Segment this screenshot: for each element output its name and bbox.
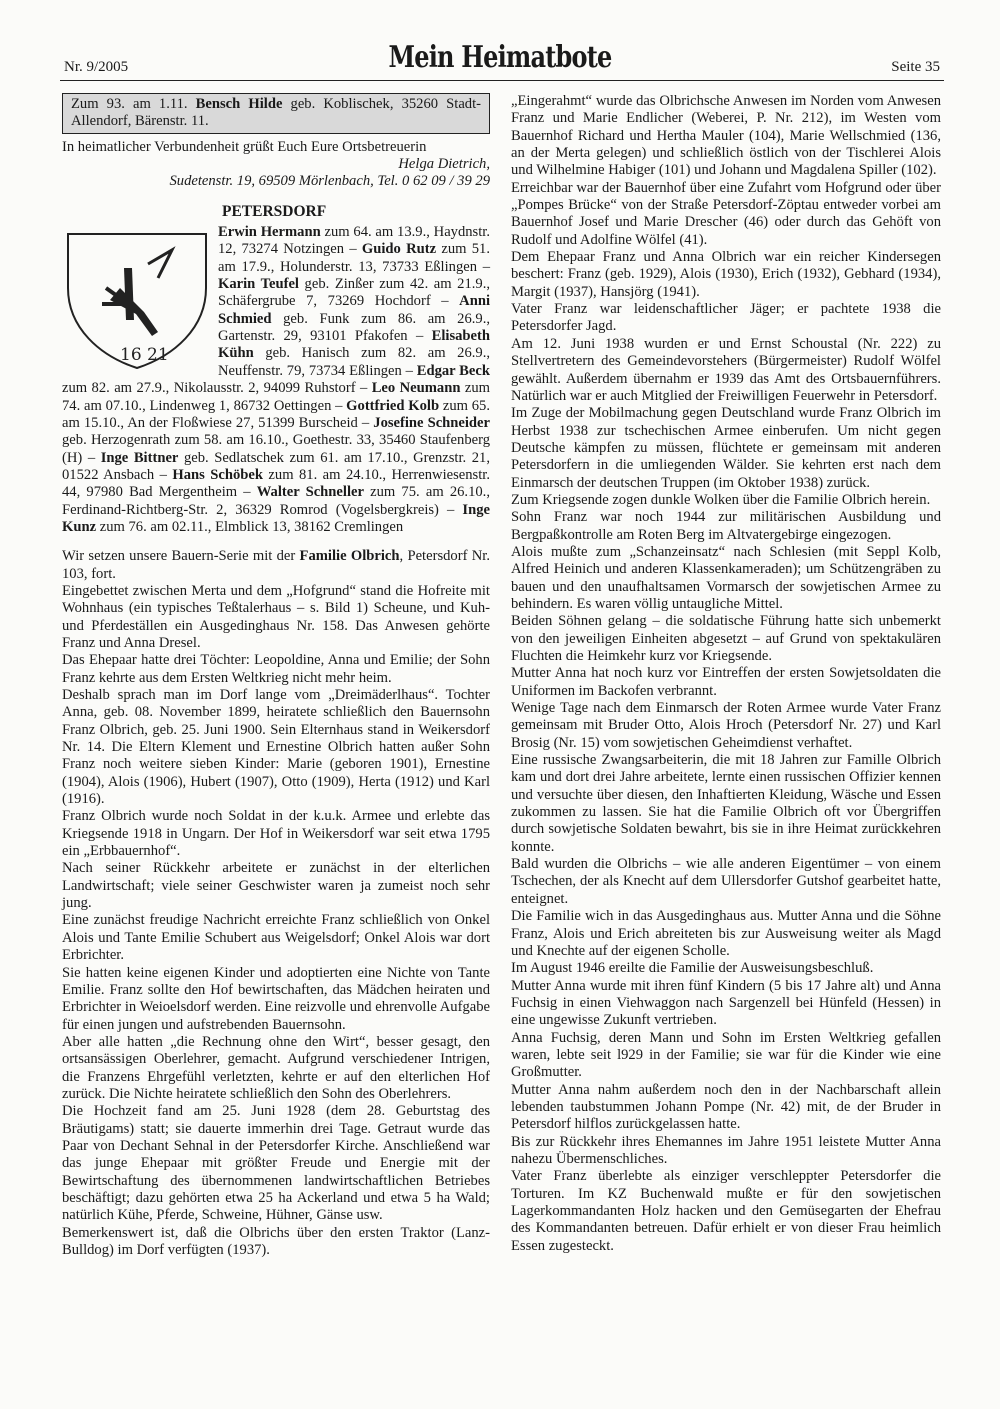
article-paragraph: Bemerkenswert ist, daß die Olbrichs über den ersten Traktor (Lanz-Bulldog) im Dorf verfügten (1937). bbox=[62, 1224, 490, 1258]
petersdorf-crest bbox=[62, 228, 212, 374]
issue-number: Nr. 9/2005 bbox=[64, 59, 129, 75]
masthead-title: Mein Heimatbote bbox=[388, 40, 612, 75]
article-paragraph: Dem Ehepaar Franz und Anna Olbrich war ein reicher Kindersegen beschert: Franz (geb. 1929), Alois (1930), Erich (1932), Gebhard (1934), Margit (1937), Hansjörg (1941). bbox=[511, 249, 941, 300]
birthday-details: geb. Hanisch zum 82. am 26.9., Neuffenstr. 79, 73734 Eßlingen – bbox=[218, 345, 490, 379]
article-paragraph: Mutter Anna nahm außerdem noch den in der Nachbarschaft allein lebenden taubstummen Johann Pompe (Nr. 42) mit, de der Bruder in Petersdorf hilflos zurückgelassen hatte. bbox=[511, 1081, 941, 1133]
article-paragraph: Alois mußte zum „Schanzeinsatz“ nach Schlesien (mit Seppl Kolb, Alfred Heinich und anderen Klassenkameraden); um Schützengräben zu bauen und den unaufhaltsamen Vormarsch der sowjetischen Armee zu behindern. Es waren völlig untaugliche Mittel. bbox=[511, 543, 941, 612]
article-paragraph: Erreichbar war der Bauernhof über eine Zufahrt vom Hofgrund oder über „Pompes Brücke“ von der Straße Petersdorf-Zöptau entweder vorbei am Bauernhof Josef und Marie Drescher (46) oder durch das Gehöft von Rudolf und Adolfine Wölfel (41). bbox=[511, 179, 941, 248]
birthday-details: geb. Funk zum 86. am 26.9., Gartenstr. 29, 93101 Pfakofen – bbox=[218, 310, 490, 345]
birthday-details: zum 64. am 13.9., Haydnstr. 12, 73274 Notzingen – bbox=[218, 224, 490, 258]
signer-address: Sudetenstr. 19, 69509 Mörlenbach, Tel. 0 62 09 / 39 29 bbox=[169, 173, 490, 190]
left-article-body bbox=[62, 583, 490, 1259]
birthday-details: zum 76. am 02.11., Elmblick 13, 38162 Cremlingen bbox=[96, 518, 404, 535]
birthday-name: Leo Neumann bbox=[371, 380, 461, 397]
section-title: PETERSDORF bbox=[222, 202, 327, 220]
article-paragraph: Eine russische Zwangsarbeiterin, die mit 18 Jahren zur Famille Olbrich kam und dort drei Jahre arbeitete, lernte einen russischen Offizier kennen und versuchte über diesen, den Inhaftierten Kleidung, Wäsche und Essen zukommen zu lassen. Sie hat die Familie Olbrich oft vor Übergriffen durch sowjetische Soldaten bewahrt, bis sie in ihre Heimat zurückkehren konnte. bbox=[511, 752, 941, 855]
birthday-name: Walter Schneller bbox=[256, 484, 364, 501]
birthday-name: Inge Kunz bbox=[62, 501, 490, 535]
article-paragraph: Aber alle hatten „die Rechnung ohne den Wirt“, besser gesagt, den ortsansässigen Oberlehrer, gemacht. Aufgrund verschiedener Intrigen, die Franzens Ehrgefühl verletzten, kehrte er auf den elterlichen Hof zurück. Die Nichte heiratete schließlich den Sohn des Oberlehrers. bbox=[62, 1033, 490, 1102]
page-number: Seite 35 bbox=[891, 59, 940, 75]
birthday-details: zum 81. am 24.10., Herrenwiesenstr. 44, 97980 Bad Mergentheim – bbox=[62, 466, 490, 501]
birthday-details: geb. Sedlatschek zum 61. am 17.10., Grenzstr. 21, 01522 Ansbach – bbox=[62, 449, 490, 483]
intro-paragraph: Wir setzen unsere Bauern-Serie mit der Familie Olbrich, Petersdorf Nr. 103, fort. bbox=[62, 548, 490, 582]
article-paragraph: Eine zunächst freudige Nachricht erreichte Franz schließlich von Onkel Alois und Tante Emilie Schubert aus Weigelsdorf; Onkel Alois war dort Erbrichter. bbox=[62, 912, 490, 964]
greeting: In heimatlicher Verbundenheit grüßt Euch Eure Ortsbetreuerin bbox=[62, 138, 427, 155]
article-paragraph: Am 12. Juni 1938 wurden er und Ernst Schoustal (Nr. 222) zu Stellvertretern des Gemeindevorstehers (Bürgermeister) Rudolf Wölfel gewählt. Außerdem übernahm er 1939 das Amt des Ortsbauernführers. Natürlich war er auch Mitglied der Freiwilligen Feuerwehr in Petersdorf. bbox=[511, 335, 941, 404]
right-article-body bbox=[511, 93, 941, 1255]
birthday-name: Josefine Schneider bbox=[373, 414, 491, 431]
birthday-details: geb. Herzogenrath zum 58. am 16.10., Goethestr. 33, 35460 Staufenberg (H) – bbox=[62, 432, 490, 466]
article-paragraph: Wenige Tage nach dem Einmarsch der Roten Armee wurde Vater Franz gemeinsam mit Bruder Otto, Alois Hroch (Petersdorf Nr. 27) und Karl Brosig (Nr. 15) vom sowjetischen Geheimdienst verhaftet. bbox=[511, 700, 941, 751]
birthday-box-name: Bensch Hilde bbox=[195, 96, 283, 112]
birthday-name: Edgar Beck bbox=[416, 362, 490, 379]
article-paragraph: Anna Fuchsig, deren Mann und Sohn im Ersten Weltkrieg gefallen waren, lebte seit l929 in der Familie; sie war für die Kinder wie eine Großmutter. bbox=[511, 1029, 941, 1081]
birthday-details: geb. Zinßer zum 42. am 21.9., Schäfergrube 7, 73269 Hochdorf – bbox=[218, 276, 491, 310]
article-paragraph: Nach seiner Rückkehr arbeitete er zunächst in der elterlichen Landwirtschaft; viele seiner Geschwister waren ja zumeist noch sehr jung. bbox=[62, 860, 490, 912]
birthday-name: Guido Rutz bbox=[361, 241, 437, 258]
crest-year: 16 21 bbox=[120, 345, 169, 366]
article-paragraph: Mutter Anna wurde mit ihren fünf Kindern (5 bis 17 Jahre alt) und Anna Fuchsig in einen Viehwaggon nach Sargenzell bei Hünfeld (Hessen) in eine ungewisse Zukunft vertrieben. bbox=[511, 977, 941, 1029]
article-paragraph: Sie hatten keine eigenen Kinder und adoptierten eine Nichte von Tante Emilie. Franz sollte den Hof bewirtschaften, das Mädchen heiraten und Erbrichter in Weioelsdorf werden. Eine reizvolle und ehrenvolle Aufgabe für einen jungen und aufstrebenden Bauernsohn. bbox=[62, 964, 490, 1033]
birthday-name: Anni Schmied bbox=[218, 293, 490, 327]
birthday-name: Gottfried Kolb bbox=[346, 397, 440, 414]
header-rule bbox=[60, 80, 944, 81]
article-paragraph: Eingebettet zwischen Merta und dem „Hofgrund“ stand die Hofreite mit Wohnhaus (ein typisches Teßtalerhaus – s. Bild 1) Scheune, und Kuh- und Pferdeställen ein Ausgedinghaus Nr. 158. Das Anwesen gehörte Franz und Anna Dresel. bbox=[62, 582, 490, 651]
birthday-details: zum 82. am 27.9., Nikolausstr. 2, 94099 Ruhstorf – bbox=[62, 380, 372, 397]
signer: Helga Dietrich, bbox=[398, 156, 490, 173]
birthday-name: Karin Teufel bbox=[218, 276, 299, 293]
article-paragraph: Beiden Söhnen gelang – die soldatische Führung hatte sich unbemerkt von den jeweiligen Einheiten abgesetzt – auf Grund von spektakulären Fluchten die Heimkehr kurz vor Kriegsende. bbox=[511, 613, 941, 664]
article-paragraph: Vater Franz war leidenschaftlicher Jäger; er pachtete 1938 die Petersdorfer Jagd. bbox=[511, 301, 941, 335]
birthday-name: Elisabeth Kühn bbox=[218, 328, 490, 362]
right-column bbox=[511, 93, 941, 1255]
birthday-name: Erwin Hermann bbox=[218, 224, 321, 241]
article-paragraph: Franz Olbrich wurde noch Soldat in der k.u.k. Armee und erlebte das Kriegsende 1918 in Ungarn. Der Hof in Weikersdorf war seit etwa 1795 ein „Erbbauernhof“. bbox=[62, 808, 490, 860]
birthday-name: Inge Bittner bbox=[100, 449, 179, 466]
left-column bbox=[62, 93, 490, 1259]
birthday-details: zum 74. am 07.10., Lindenweg 1, 86732 Oettingen – bbox=[62, 380, 490, 414]
article-paragraph: Im August 1946 ereilte die Familie der Ausweisungsbeschluß. bbox=[511, 960, 874, 977]
article-paragraph: Deshalb sprach man im Dorf lange vom „Dreimäderlhaus“. Tochter Anna, geb. 08. November 1899, heiratete schließlich den Bauernsohn Franz Olbrich, geb. 25. Juni 1900. Sein Elternhaus stand in Weikersdorf Nr. 14. Die Eltern Klement und Ernestine Olbrich hatten außer Sohn Franz noch weitere sieben Kinder: Marie (geboren 1901), Ernestine (1904), Alois (1906), Hubert (1907), Otto (1909), Herta (1912) und Karl (1916). bbox=[62, 687, 490, 808]
article-paragraph: Vater Franz überlebte als einziger verschleppter Petersdorfer die Torturen. Im KZ Buchenwald mußte er für den sowjetischen Lagerkommandanten Holz hacken und den Gemüsegarten der Ehefrau des Kommandanten betreuen. Dafür erhielt er von dieser Frau heimlich Essen zugesteckt. bbox=[511, 1168, 941, 1254]
article-paragraph: Im Zuge der Mobilmachung gegen Deutschland wurde Franz Olbrich im Herbst 1938 zur tschechischen Armee einberufen. Um nicht gegen Deutsche kämpfen zu müssen, flüchtete er gemeinsam mit anderen Petersdorfern in die umliegenden Wälder. Sie kehrten erst nach dem Einmarsch der deutschen Truppen (im Oktober 1938) zurück. bbox=[511, 405, 941, 491]
article-paragraph: Bis zur Rückkehr ihres Ehemannes im Jahre 1951 leistete Mutter Anna nahezu Übermenschliches. bbox=[511, 1133, 941, 1167]
article-paragraph: Bald wurden die Olbrichs – wie alle anderen Eigentümer – von einem Tschechen, der als Knecht auf dem Ullersdorfer Gutshof gearbeitet hatte, enteignet. bbox=[511, 856, 941, 907]
article-paragraph: Zum Kriegsende zogen dunkle Wolken über die Familie Olbrich herein. bbox=[511, 491, 931, 508]
birthday-box: Zum 93. am 1.11. Bensch Hilde geb. Koblischek, 35260 Stadt-Allendorf, Bärenstr. 11. bbox=[62, 93, 490, 134]
birthday-name: Hans Schöbek bbox=[172, 466, 263, 483]
birthday-details: zum 65. am 15.10., An der Floßwiese 27, 51399 Burscheid – bbox=[62, 397, 490, 431]
birthday-details: zum 75. am 26.10., Ferdinand-Richtberg-Str. 2, 36329 Romrod (Vogelsbergkreis) – bbox=[62, 484, 490, 518]
intro-family-name: Familie Olbrich bbox=[299, 548, 400, 565]
article-paragraph: Die Familie wich in das Ausgedinghaus aus. Mutter Anna und die Söhne Franz, Alois und Erich abreiteten bis zur Ausweisung weiter als Magd und Knechte auf der eigenen Scholle. bbox=[511, 908, 941, 959]
article-paragraph: Das Ehepaar hatte drei Töchter: Leopoldine, Anna und Emilie; der Sohn Franz kehrte aus dem Ersten Weltkrieg nicht mehr heim. bbox=[62, 652, 490, 686]
birthday-details: zum 51. am 17.9., Holunderstr. 13, 73733 Eßlingen – bbox=[218, 241, 490, 275]
article-paragraph: „Eingerahmt“ wurde das Olbrichsche Anwesen im Norden vom Anwesen Franz und Marie Endlicher (Weberei, P. Nr. 212), im Westen vom Bauernhof Richard und Hertha Mauler (104), Marie Wellschmied (136, an der Merta gelegen) und schließlich östlich von der Tischlerei Alois und Wilhelmine Habiger (101) und Johann und Magdalena Spiller (102). bbox=[511, 93, 941, 179]
article-paragraph: Die Hochzeit fand am 25. Juni 1928 (dem 28. Geburtstag des Bräutigams) statt; sie dauerte immerhin drei Tage. Getraut wurde das Paar von Dechant Sehnal in der Petersdorfer Kirche. Anschließend war das junge Ehepaar mit größter Freude und Energie mit der Bewirtschaftung des übernommenen landwirtschaftlichen Betriebes beschäftigt; dazu gehörten etwa 25 ha Ackerland und etwa 5 ha Wald; natürlich Kühe, Pferde, Schweine, Hühner, Gänse usw. bbox=[62, 1103, 490, 1224]
article-paragraph: Mutter Anna hat noch kurz vor Eintreffen der ersten Sowjetsoldaten die Uniformen im Backofen verbrannt. bbox=[511, 665, 941, 699]
article-paragraph: Sohn Franz war noch 1944 zur militärischen Ausbildung und Bergpaßkontrolle am Roten Berg im Altvatergebirge eingezogen. bbox=[511, 509, 941, 543]
